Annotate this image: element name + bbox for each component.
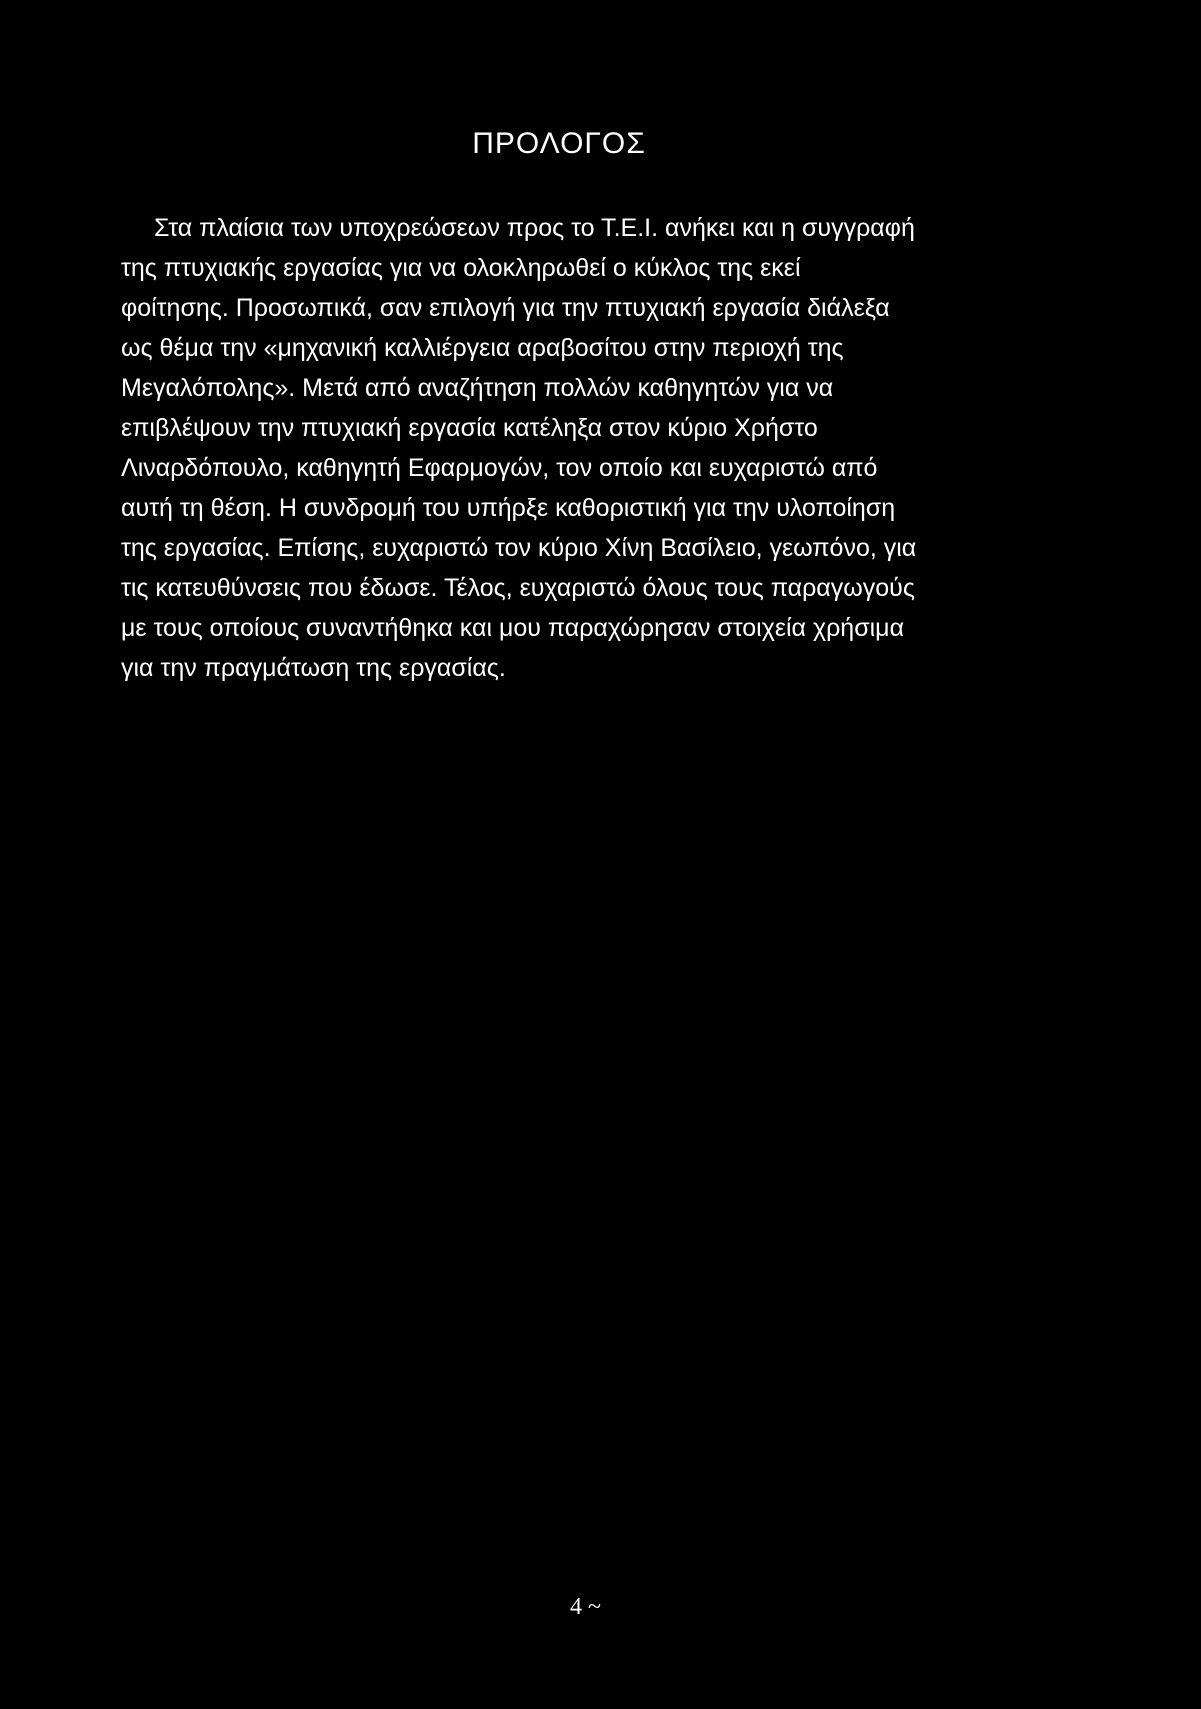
paragraph-line: με τους οποίους συναντήθηκα και μου παραχώρησαν στοιχεία χρήσιμα <box>121 614 905 642</box>
paragraph-line: τις κατευθύνσεις που έδωσε. Τέλος, ευχαριστώ όλους τους παραγωγούς <box>121 574 915 602</box>
prologue-paragraph <box>121 208 1021 688</box>
page-number: 4 ~ <box>570 1594 601 1620</box>
paragraph-line: ως θέμα την «μηχανική καλλιέργεια αραβοσίτου στην περιοχή της <box>121 334 844 362</box>
paragraph-line: Μεγαλόπολης». Μετά από αναζήτηση πολλών καθηγητών για να <box>121 374 834 402</box>
paragraph-line: Στα πλαίσια των υποχρεώσεων προς το Τ.Ε.Ι. ανήκει και η συγγραφή <box>154 214 915 242</box>
paragraph-line: Λιναρδόπουλο, καθηγητή Εφαρμογών, τον οποίο και ευχαριστώ από <box>121 454 878 482</box>
page-title: ΠΡΟΛΟΓΟΣ <box>472 127 646 160</box>
paragraph-line: της εργασίας. Επίσης, ευχαριστώ τον κύριο Χίνη Βασίλειο, γεωπόνο, για <box>121 534 917 562</box>
paragraph-line: φοίτησης. Προσωπικά, σαν επιλογή για την πτυχιακή εργασία διάλεξα <box>121 294 890 322</box>
paragraph-line: αυτή τη θέση. Η συνδρομή του υπήρξε καθοριστική για την υλοποίηση <box>121 494 896 522</box>
paragraph-line: της πτυχιακής εργασίας για να ολοκληρωθεί ο κύκλος της εκεί <box>121 254 801 282</box>
paragraph-line: για την πραγμάτωση της εργασίας. <box>121 654 506 682</box>
paragraph-line: επιβλέψουν την πτυχιακή εργασία κατέληξα στον κύριο Χρήστο <box>121 414 818 442</box>
